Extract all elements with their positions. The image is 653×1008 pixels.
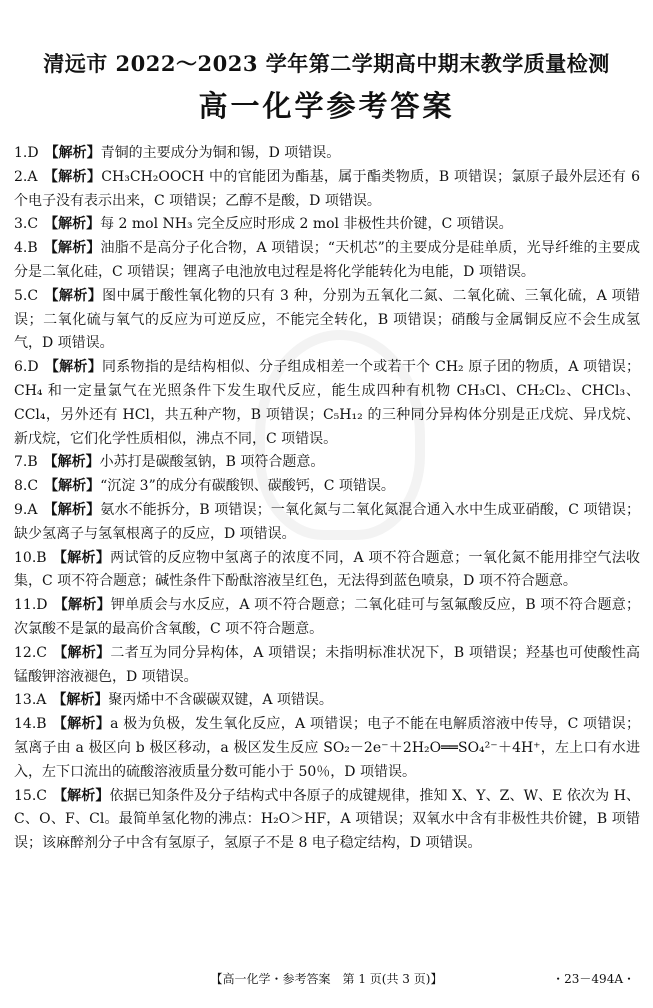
answer-item [14, 166, 640, 214]
answer-text: 油脂不是高分子化合物，A 项错误；“天机芯”的主要成分是硅单质，光导纤维的主要成分是二氧化硅，C 项错误；锂离子电池放电过程是将化学能转化为电能，D 项错误。 [14, 240, 640, 280]
answer-item [14, 594, 640, 642]
answer-text: 氨水不能拆分，B 项错误；一氧化氮与二氧化氮混合通入水中生成亚硝酸，C 项错误；缺少氢离子与氢氧根离子的反应，D 项错误。 [14, 501, 641, 542]
answer-text: 青铜的主要成分为铜和锡，D 项错误。 [100, 145, 341, 161]
answer-number: 3.C [14, 216, 39, 233]
answer-text: “沉淀 3”的成分有碳酸钡、碳酸钙，C 项错误。 [100, 478, 395, 495]
analysis-tag: 【解析】 [43, 454, 100, 471]
analysis-tag: 【解析】 [52, 549, 111, 566]
answer-number: 2.A [14, 168, 38, 185]
answer-number: 4.B [14, 240, 38, 257]
analysis-tag: 【解析】 [43, 240, 101, 257]
answer-item [14, 142, 640, 166]
answer-text: 图中属于酸性氧化物的只有 3 种，分别为五氧化二氮、二氧化硫、三氧化硫，A 项错误；二氧化硫与氧气的反应为可逆反应，不能完全转化，B 项错误；硝酸与金属铜反应不会生成氢气，D 项错误。 [14, 287, 640, 352]
analysis-tag: 【解析】 [52, 644, 111, 661]
analysis-tag: 【解析】 [43, 501, 101, 518]
answer-number: 6.D [14, 359, 39, 376]
answer-item [14, 237, 640, 285]
answer-number: 15.C [14, 787, 47, 804]
answer-item [14, 547, 640, 595]
answer-item [14, 285, 640, 356]
analysis-tag: 【解析】 [44, 216, 101, 233]
analysis-tag: 【解析】 [44, 287, 103, 304]
analysis-tag: 【解析】 [43, 168, 102, 185]
answer-number: 13.A [14, 692, 47, 709]
answer-number: 1.D [14, 145, 39, 161]
answer-number: 14.B [14, 716, 47, 733]
answer-number: 5.C [14, 287, 39, 304]
analysis-tag: 【解析】 [44, 145, 101, 161]
answer-number: 12.C [14, 644, 47, 661]
answer-text: 钾单质会与水反应，A 项不符合题意；二氧化硅可与氢氟酸反应，B 项不符合题意；次氯酸不是氯的最高价含氧酸，C 项不符合题意。 [14, 597, 641, 637]
answer-item [14, 475, 640, 499]
analysis-tag: 【解析】 [52, 716, 111, 733]
answer-text: 依据已知条件及分子结构式中各原子的成键规律，推知 X、Y、Z、W、E 依次为 H、C、O、F、Cl。最简单氢化物的沸点：H₂O＞HF，A 项错误；双氧水中含有非极性共价键，B 项错误；该麻醉剂分子中含有氢原子，氢原子不是 8 电子稳定结构，D 项错误。 [14, 787, 641, 852]
exam-title: 清远市 2022～2023 学年第二学期高中期末教学质量检测 [43, 51, 610, 76]
analysis-tag: 【解析】 [44, 478, 101, 495]
answer-text: 每 2 mol NH₃ 完全反应时形成 2 mol 非极性共价键，C 项错误。 [100, 216, 513, 233]
answer-text: 两试管的反应物中氢离子的浓度不同，A 项不符合题意；一氧化氮不能用排空气法收集，C 项不符合题意；碱性条件下酚酞溶液呈红色，无法得到蓝色喷泉，D 项不符合题意。 [14, 549, 641, 590]
answer-item [14, 785, 640, 856]
answer-text: 同系物指的是结构相似、分子组成相差一个或若干个 CH₂ 原子团的物质，A 项错误；CH₄ 和一定量氯气在光照条件下发生取代反应，能生成四种有机物 CH₃Cl、CH₂Cl₂、CHCl₃、CCl₄，另外还有 HCl，共五种产物，B 项错误；C₅H₁₂ 的三种同分异构体分别是正戊烷、异戊烷、新戊烷，它们化学性质相似，沸点不同，C 项错误。 [14, 359, 641, 447]
answer-number: 9.A [14, 501, 38, 518]
answer-number: 10.B [14, 549, 47, 566]
answer-text: CH₃CH₂OOCH 中的官能团为酯基，属于酯类物质，B 项错误；氯原子最外层还有 6 个电子没有表示出来，C 项错误；乙醇不是酸，D 项错误。 [14, 168, 640, 209]
analysis-tag: 【解析】 [52, 787, 110, 804]
answer-text: 小苏打是碳酸氢钠，B 项符合题意。 [99, 454, 325, 471]
answer-text: a 极为负极，发生氧化反应，A 项错误；电子不能在电解质溶液中传导，C 项错误；氢离子由 a 极区向 b 极区移动，a 极区发生反应 SO₂－2e⁻＋2H₂O══SO₄²⁻＋4H⁺，左上口有水进入，左下口流出的硫酸溶液质量分数可能小于 50％，D 项错误。 [14, 716, 640, 780]
analysis-tag: 【解析】 [53, 597, 111, 614]
answer-item [14, 451, 640, 475]
answer-item [14, 689, 640, 713]
answer-number: 8.C [14, 478, 39, 495]
answer-item [14, 499, 640, 547]
answer-number: 11.D [14, 597, 48, 614]
answer-item [14, 213, 640, 237]
answer-text: 二者互为同分异构体，A 项错误；未指明标准状况下，B 项错误；羟基也可使酸性高锰酸钾溶液褪色，D 项错误。 [14, 644, 641, 685]
answer-item [14, 356, 640, 451]
footer-page-info: 【高一化学・参考答案 第 1 页(共 3 页)】 [210, 972, 443, 986]
answer-list [14, 142, 640, 856]
answer-key-title: 高一化学参考答案 [198, 89, 455, 123]
answer-text: 聚丙烯中不含碳碳双键，A 项错误。 [108, 692, 333, 709]
analysis-tag: 【解析】 [44, 359, 102, 376]
answer-item [14, 713, 640, 784]
answer-item [14, 642, 640, 690]
analysis-tag: 【解析】 [52, 692, 109, 709]
answer-number: 7.B [14, 454, 38, 471]
footer-code: ・23－494A・ [552, 972, 635, 986]
